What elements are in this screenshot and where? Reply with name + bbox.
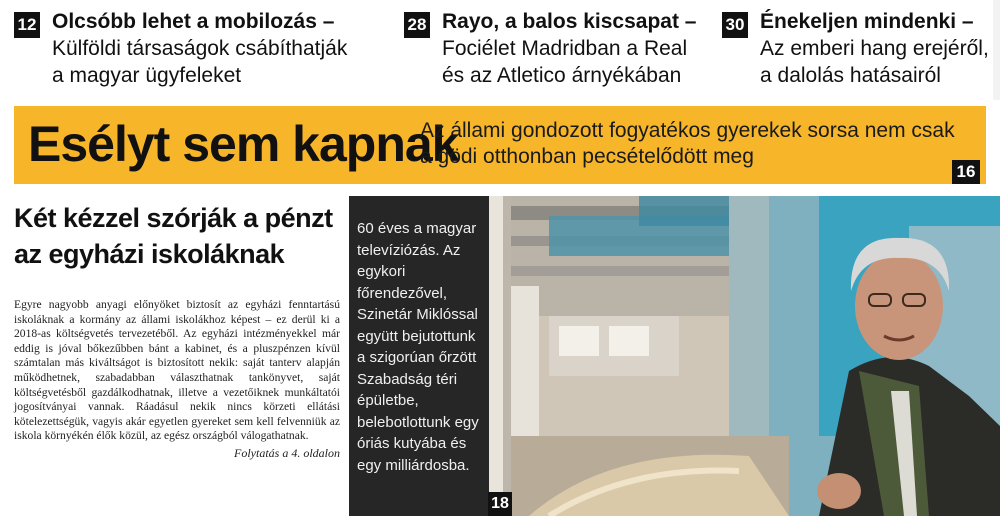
article-body: Egyre nagyobb anyagi előnyöket biztosít az egyházi fenntartású iskoláknak a kormány az állami iskolákhoz képest – ez derül ki a 2018-as költségvetés tervezetéből. Az egyházi intézményekkel már eddig is jóval bőkezűbben bánt a kabinet, és a pluszpénzen kívül számtalan más kiváltságot is biztosított nekik: saját tanterv alapján működhetnek, szabadabban választhatnak tankönyvet, saját költségvetésből gazdálkodhatnak, illetve a vezetőiknek munkáltatói jogosítványai vannak. Ráadásul nekik nincs körzeti ellátási kötelezettségük, vagyis akár egyetlen gyereket sem kell felvenniük az iskola környékén élők közül, az egész országból válogathatnak. — [14, 298, 340, 443]
banner-subtitle-line: Az állami gondozott fogyatékos gyerekek sorsa nem csak — [420, 119, 955, 142]
continued-link[interactable]: Folytatás a 4. oldalon — [234, 445, 340, 460]
teaser-line: Az emberi hang erejéről, — [760, 37, 989, 60]
article-school-funding — [14, 196, 340, 516]
page-badge: 30 — [722, 12, 748, 38]
page-badge: 28 — [404, 12, 430, 38]
lead-banner[interactable] — [14, 106, 986, 184]
teaser-line: a dalolás hatásairól — [760, 64, 941, 87]
photo-image — [489, 196, 1000, 516]
photo-illustration — [489, 196, 1000, 516]
teaser-title: Rayo, a balos kiscsapat – — [442, 10, 697, 33]
page-badge: 12 — [14, 12, 40, 38]
banner-subtitle-line: a gödi otthonban pecsételődött meg — [420, 145, 754, 168]
teaser-title: Énekeljen mindenki – — [760, 10, 974, 33]
banner-headline: Esélyt sem kapnak — [28, 116, 459, 172]
page-badge: 18 — [488, 492, 512, 516]
teaser-line: Fociélet Madridban a Real — [442, 37, 688, 60]
photo-feature[interactable] — [349, 196, 1000, 516]
page-badge: 16 — [952, 160, 980, 184]
teaser-strip — [0, 0, 1000, 100]
teaser-line: Külföldi társaságok csábíthatják — [52, 37, 348, 60]
caption-text: 60 éves a magyar televíziózás. Az egykori főrendezővel, Szinetár Miklóssal együtt bejutottunk a szigorúan őrzött Szabadság téri épületbe, belebotlottunk egy óriás kutyába és egy milliárdosba. — [357, 220, 479, 474]
page-edge — [993, 0, 1000, 100]
banner-subtitle — [420, 118, 960, 170]
article-title-line: Két kézzel szórják a pénzt — [14, 203, 333, 233]
teaser-title: Olcsóbb lehet a mobilozás – — [52, 10, 335, 33]
article-title[interactable] — [14, 200, 340, 272]
teaser-line: és az Atletico árnyékában — [442, 64, 682, 87]
teaser-line: a magyar ügyfeleket — [52, 64, 242, 87]
article-title-line: az egyházi iskoláknak — [14, 239, 285, 269]
